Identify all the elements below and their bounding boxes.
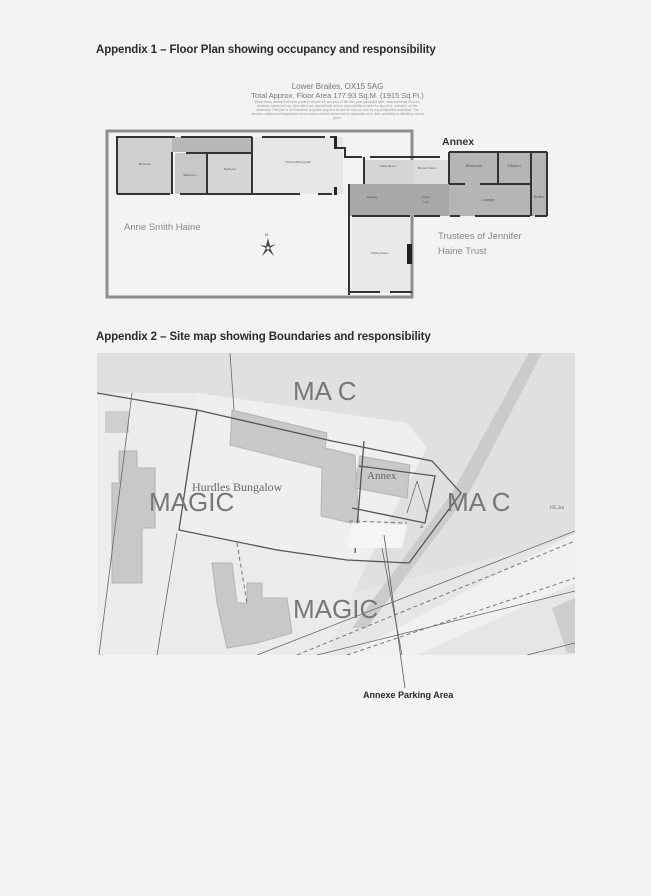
appendix2-heading: Appendix 2 – Site map showing Boundaries and responsibility (96, 331, 431, 343)
floorplan-address: Lower Brailes, OX15 5AG (291, 82, 384, 91)
annex-label: Annex (442, 136, 475, 148)
svg-text:Bedroom: Bedroom (223, 167, 237, 171)
watermark-3: MA C (447, 487, 511, 517)
svg-text:Sitting Room: Sitting Room (371, 251, 389, 255)
floorplan-total-area: Total Approx. Floor Area 177.93 Sq.M. (1915 Sq.Ft.) (251, 91, 424, 100)
svg-text:N: N (265, 232, 268, 237)
map-label-bungalow: Hurdles Bungalow (192, 480, 283, 494)
floorplan-disclaimer: Whilst every attempt has been made to ensure the accuracy of the floor plan contained here, measurements of doors, windows, rooms and any other items are approximate and no responsibility is taken for any error, omission, or mis-statement. This plan is for illustrative purposes only and should be used as such by any prospective purchaser. The services, systems and appliances shown have not been tested and no guarantee as to their operability or efficiency can be given. (251, 100, 424, 120)
map-spot-height: 105.3m (549, 506, 565, 511)
svg-text:Bedroom: Bedroom (465, 163, 483, 168)
watermark-2: MAGIC (149, 487, 235, 517)
svg-text:Hall: Hall (423, 200, 429, 204)
watermark-4: MAGIC (293, 594, 379, 624)
svg-text:Annex: Annex (421, 195, 431, 199)
svg-text:Kitchen/Dining Hall: Kitchen/Dining Hall (285, 160, 311, 164)
svg-text:al: al (420, 525, 424, 530)
svg-text:Shower Room: Shower Room (417, 166, 437, 170)
occupant-annex-label: Trustees of Jennifer Haine Trust (438, 231, 522, 257)
svg-text:Lounge: Lounge (481, 197, 495, 202)
svg-text:Hallway: Hallway (366, 195, 378, 199)
watermark-1: MA C (293, 376, 357, 406)
svg-text:Kitchen: Kitchen (507, 163, 521, 168)
occupant-main-label: Anne Smith Haine (124, 222, 201, 233)
svg-text:Bathroom: Bathroom (183, 173, 197, 177)
appendix1-heading: Appendix 1 – Floor Plan showing occupancy and responsibility (96, 44, 436, 56)
svg-text:Utility Room: Utility Room (379, 164, 397, 168)
svg-text:Boiler: Boiler (533, 194, 545, 199)
room-label-bedroom-1: Bedroom (138, 162, 152, 166)
map-label-annex: Annex (367, 470, 397, 482)
parking-area-caption: Annexe Parking Area (363, 690, 454, 700)
